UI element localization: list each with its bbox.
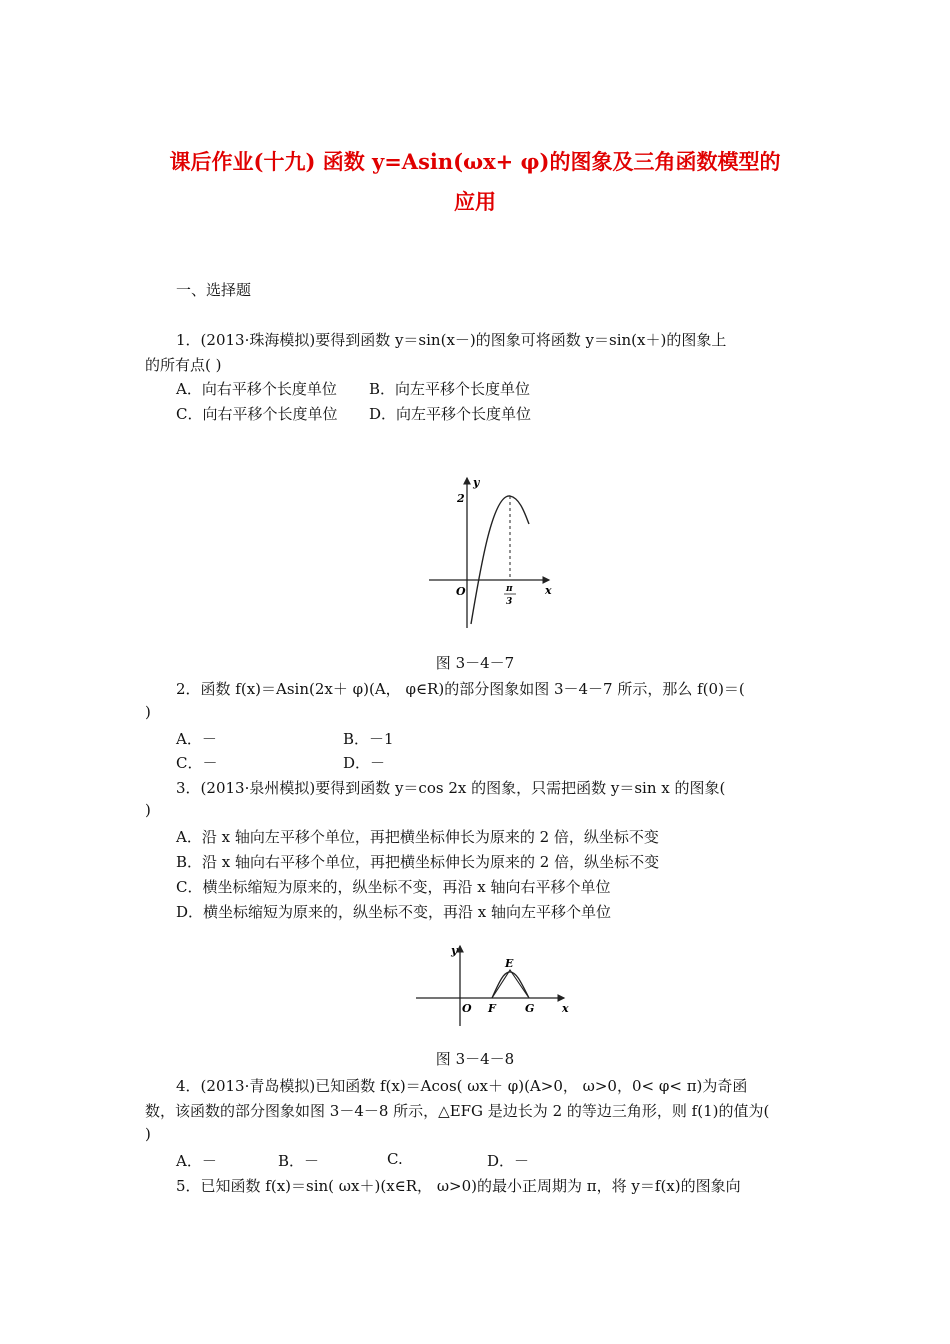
q1-line-1: 1．(2013·珠海模拟)要得到函数 y＝sin(x－)的图象可将函数 y＝sin(x＋)的图象上 (176, 331, 727, 349)
q2-line-2: ) (145, 703, 151, 721)
fig2-triangle-efg (492, 970, 529, 998)
fig1-x-label: x (545, 584, 552, 597)
q3-option-c: C．横坐标缩短为原来的，纵坐标不变，再沿 x 轴向右平移个单位 (176, 878, 611, 896)
q2-option-a: A．－ (176, 730, 217, 748)
q4-option-c: C. (387, 1150, 403, 1168)
fig1-x-tick-denominator: 3 (506, 597, 513, 607)
q3-option-a: A．沿 x 轴向左平移个单位，再把横坐标伸长为原来的 2 倍，纵坐标不变 (176, 828, 659, 846)
q1-option-a: A．向右平移个长度单位 (176, 380, 337, 398)
q3-line-1: 3．(2013·泉州模拟)要得到函数 y＝cos 2x 的图象，只需把函数 y＝sin x 的图象( (176, 779, 726, 797)
q3-option-b: B．沿 x 轴向右平移个单位，再把横坐标伸长为原来的 2 倍，纵坐标不变 (176, 853, 660, 871)
q4-option-a: A．－ (176, 1152, 217, 1170)
fig1-origin-label: O (456, 585, 466, 598)
q1-option-d: D．向左平移个长度单位 (369, 405, 532, 423)
q1-line-2: 的所有点( ) (145, 356, 222, 374)
title-line-2: 应用 (454, 189, 496, 214)
fig1-y-label: y (473, 476, 480, 489)
q4-line-2: 数，该函数的部分图象如图 3－4－8 所示，△EFG 是边长为 2 的等边三角形，则 f(1)的值为( (145, 1102, 770, 1120)
figure-3-4-8 (412, 940, 577, 1030)
section-heading: 一、选择题 (176, 281, 252, 299)
fig1-y-tick: 2 (457, 492, 465, 505)
figure-3-4-7 (425, 474, 565, 634)
fig2-point-f: F (488, 1002, 496, 1015)
fig2-point-e: E (505, 957, 514, 970)
q4-line-3: ) (145, 1125, 151, 1143)
fig2-point-g: G (525, 1002, 535, 1015)
q1-option-b: B．向左平移个长度单位 (369, 380, 531, 398)
q3-option-d: D．横坐标缩短为原来的，纵坐标不变，再沿 x 轴向左平移个单位 (176, 903, 612, 921)
q2-option-b: B．－1 (343, 730, 394, 748)
q1-option-c: C．向右平移个长度单位 (176, 405, 338, 423)
q2-option-c: C．－ (176, 754, 218, 772)
fig2-y-label: y (451, 944, 458, 957)
q3-line-2: ) (145, 801, 151, 819)
fig1-curve (471, 496, 529, 624)
fig2-curve (492, 972, 529, 998)
fig2-x-label: x (562, 1002, 569, 1015)
figure-3-4-8-caption: 图 3－4－8 (435, 1050, 515, 1068)
q2-option-d: D．－ (343, 754, 386, 772)
q4-option-d: D．－ (487, 1152, 530, 1170)
q5-line-1: 5．已知函数 f(x)＝sin( ωx＋)(x∈R， ω>0)的最小正周期为 π，将 y＝f(x)的图象向 (176, 1177, 741, 1195)
figure-3-4-7-caption: 图 3－4－7 (435, 654, 515, 672)
fig2-origin-label: O (462, 1002, 472, 1015)
fig1-x-tick-numerator: π (506, 584, 513, 594)
q4-option-b: B．－ (278, 1152, 320, 1170)
q4-line-1: 4．(2013·青岛模拟)已知函数 f(x)＝Acos( ωx＋ φ)(A>0， ω>0，0< φ< π)为奇函 (176, 1077, 748, 1095)
q2-line-1: 2．函数 f(x)＝Asin(2x＋ φ)(A， φ∈R)的部分图象如图 3－4－7 所示，那么 f(0)＝( (176, 680, 745, 698)
title-line-1: 课后作业(十九) 函数 y=Asin(ωx+ φ)的图象及三角函数模型的 (169, 149, 781, 174)
